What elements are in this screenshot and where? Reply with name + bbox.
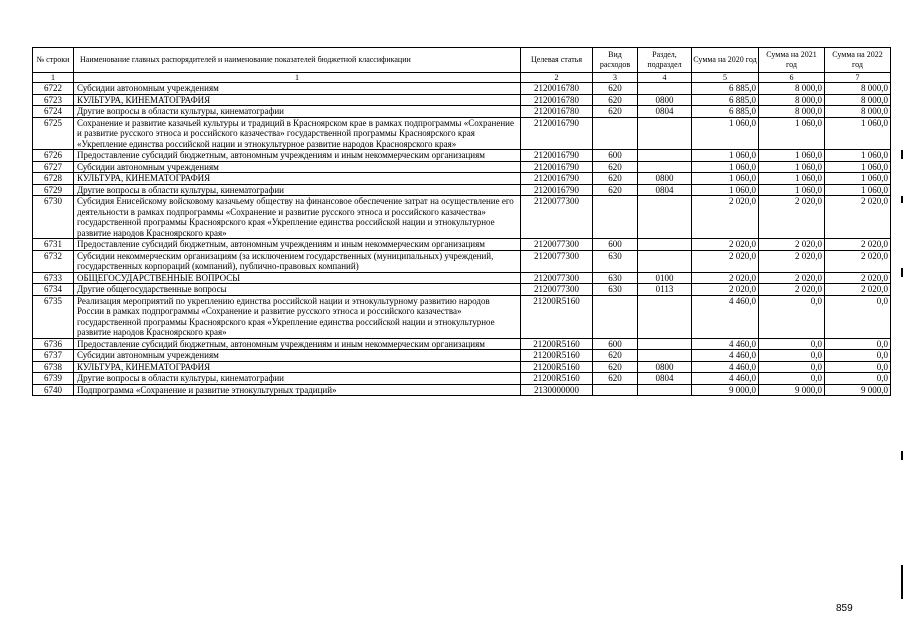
row-target-article: 2120016790: [521, 150, 593, 162]
row-name: КУЛЬТУРА, КИНЕМАТОГРАФИЯ: [74, 361, 521, 373]
header-name: Наименование главных распорядителей и наименование показателей бюджетной классификации: [74, 48, 521, 73]
row-name: Другие вопросы в области культуры, кинематографии: [74, 184, 521, 196]
row-number: 6735: [33, 295, 74, 338]
row-sum-2022: 8 000,0: [825, 106, 891, 118]
row-sum-2022: 0,0: [825, 295, 891, 338]
row-sum-2020: 1 060,0: [692, 173, 759, 185]
scan-edge-mark: [901, 268, 903, 277]
row-expense-type: 620: [593, 361, 638, 373]
row-target-article: 21200R5160: [521, 295, 593, 338]
table-row: [33, 350, 891, 362]
row-sum-2020: 6 885,0: [692, 83, 759, 95]
row-number: 6730: [33, 196, 74, 239]
row-section: [638, 295, 692, 338]
row-number: 6739: [33, 373, 74, 385]
row-number: 6726: [33, 150, 74, 162]
row-sum-2021: 1 060,0: [759, 161, 825, 173]
row-expense-type: [593, 295, 638, 338]
row-sum-2022: 2 020,0: [825, 250, 891, 272]
table-row: [33, 295, 891, 338]
row-sum-2022: 8 000,0: [825, 83, 891, 95]
row-sum-2022: 1 060,0: [825, 184, 891, 196]
row-name: Другие вопросы в области культуры, кинематографии: [74, 373, 521, 385]
table-row: [33, 117, 891, 150]
column-index-row: [33, 73, 891, 83]
table-row: [33, 250, 891, 272]
row-expense-type: 620: [593, 161, 638, 173]
table-row: [33, 284, 891, 296]
column-index: 1: [33, 73, 74, 83]
row-expense-type: 600: [593, 150, 638, 162]
row-expense-type: 620: [593, 106, 638, 118]
row-target-article: 2120077300: [521, 284, 593, 296]
header-target-article: Целевая статья: [521, 48, 593, 73]
row-target-article: 2120016790: [521, 173, 593, 185]
row-section: [638, 239, 692, 251]
row-name: ОБЩЕГОСУДАРСТВЕННЫЕ ВОПРОСЫ: [74, 272, 521, 284]
column-index: 2: [521, 73, 593, 83]
row-sum-2022: 2 020,0: [825, 196, 891, 239]
row-section: 0113: [638, 284, 692, 296]
row-sum-2021: 8 000,0: [759, 83, 825, 95]
row-sum-2022: 0,0: [825, 350, 891, 362]
row-sum-2021: 2 020,0: [759, 272, 825, 284]
table-row: [33, 272, 891, 284]
row-target-article: 2130000000: [521, 384, 593, 396]
table-row: [33, 373, 891, 385]
header-row-number: № строки: [33, 48, 74, 73]
row-sum-2021: 2 020,0: [759, 196, 825, 239]
row-sum-2022: 0,0: [825, 373, 891, 385]
row-expense-type: 620: [593, 373, 638, 385]
row-section: 0800: [638, 173, 692, 185]
row-number: 6740: [33, 384, 74, 396]
row-number: 6733: [33, 272, 74, 284]
row-sum-2020: 2 020,0: [692, 196, 759, 239]
header-section: Раздел, подраздел: [638, 48, 692, 73]
row-section: 0800: [638, 361, 692, 373]
row-target-article: 2120077300: [521, 239, 593, 251]
row-name: Субсидии некоммерческим организациям (за исключением государственных (муниципальных) учреждений, государственных корпораций (компаний), публично-правовых компаний): [74, 250, 521, 272]
table-body: [33, 83, 891, 396]
row-sum-2022: 2 020,0: [825, 284, 891, 296]
row-sum-2021: 2 020,0: [759, 284, 825, 296]
row-expense-type: 620: [593, 184, 638, 196]
table-row: [33, 239, 891, 251]
row-sum-2022: 1 060,0: [825, 161, 891, 173]
row-section: [638, 250, 692, 272]
row-section: 0800: [638, 94, 692, 106]
column-index: 7: [825, 73, 891, 83]
row-expense-type: 620: [593, 350, 638, 362]
row-section: [638, 350, 692, 362]
row-section: [638, 196, 692, 239]
row-target-article: 21200R5160: [521, 350, 593, 362]
row-sum-2020: 2 020,0: [692, 250, 759, 272]
row-sum-2022: 1 060,0: [825, 150, 891, 162]
row-name: Предоставление субсидий бюджетным, автономным учреждениям и иным некоммерческим организациям: [74, 239, 521, 251]
row-sum-2021: 0,0: [759, 350, 825, 362]
table-row: [33, 161, 891, 173]
row-sum-2022: 2 020,0: [825, 239, 891, 251]
row-expense-type: 620: [593, 83, 638, 95]
header-sum-2022: Сумма на 2022 год: [825, 48, 891, 73]
row-name: Субсидии автономным учреждениям: [74, 161, 521, 173]
row-number: 6734: [33, 284, 74, 296]
row-number: 6736: [33, 338, 74, 350]
row-section: 0804: [638, 373, 692, 385]
row-expense-type: 600: [593, 239, 638, 251]
row-expense-type: 630: [593, 284, 638, 296]
row-sum-2021: 0,0: [759, 373, 825, 385]
table-row: [33, 184, 891, 196]
row-number: 6723: [33, 94, 74, 106]
row-target-article: 21200R5160: [521, 361, 593, 373]
table-row: [33, 83, 891, 95]
row-sum-2020: 1 060,0: [692, 161, 759, 173]
row-sum-2020: 2 020,0: [692, 272, 759, 284]
row-number: 6727: [33, 161, 74, 173]
column-index: 3: [593, 73, 638, 83]
row-name: Другие общегосударственные вопросы: [74, 284, 521, 296]
row-sum-2021: 0,0: [759, 295, 825, 338]
table-row: [33, 196, 891, 239]
row-name: Другие вопросы в области культуры, кинематографии: [74, 106, 521, 118]
table-row: [33, 106, 891, 118]
row-expense-type: 620: [593, 173, 638, 185]
row-section: [638, 117, 692, 150]
row-target-article: 2120016780: [521, 106, 593, 118]
row-number: 6722: [33, 83, 74, 95]
row-sum-2020: 2 020,0: [692, 239, 759, 251]
row-sum-2020: 4 460,0: [692, 295, 759, 338]
row-sum-2021: 1 060,0: [759, 184, 825, 196]
row-sum-2020: 4 460,0: [692, 338, 759, 350]
row-target-article: 2120016780: [521, 94, 593, 106]
row-sum-2022: 9 000,0: [825, 384, 891, 396]
row-name: Субсидия Енисейскому войсковому казачьему обществу на финансовое обеспечение затрат на осуществление его деятельности в рамках подпрограммы «Сохранение и развитие русского этноса и российского казачества» государственной программы Красноярского края «Укрепление единства российской нации и этнокультурное развитие народов Красноярского края»: [74, 196, 521, 239]
scan-edge-mark: [901, 565, 903, 599]
row-sum-2021: 1 060,0: [759, 173, 825, 185]
row-name: Субсидии автономным учреждениям: [74, 350, 521, 362]
row-number: 6738: [33, 361, 74, 373]
row-target-article: 21200R5160: [521, 338, 593, 350]
column-index: 1: [74, 73, 521, 83]
row-target-article: 2120077300: [521, 196, 593, 239]
column-index: 6: [759, 73, 825, 83]
row-section: [638, 338, 692, 350]
row-expense-type: [593, 117, 638, 150]
row-name: Сохранение и развитие казачьей культуры и традиций в Красноярском крае в рамках подпрограммы «Сохранение и развитие русского этноса и российского казачества» государственной программы Красноярского края «Укрепление единства российской нации и этнокультурное развитие народов Красноярского края»: [74, 117, 521, 150]
page-number: 859: [836, 603, 853, 614]
row-section: [638, 384, 692, 396]
row-sum-2022: 0,0: [825, 338, 891, 350]
row-sum-2021: 0,0: [759, 361, 825, 373]
column-index: 5: [692, 73, 759, 83]
row-name: Реализация мероприятий по укреплению единства российской нации и этнокультурному развитию народов России в рамках подпрограммы «Сохранение и развитие русского этноса и российского казачества» государственной программы Красноярского края «Укрепление единства российской нации и этнокультурное развитие народов Красноярского края»: [74, 295, 521, 338]
header-sum-2020: Сумма на 2020 год: [692, 48, 759, 73]
scan-edge-mark: [901, 451, 903, 460]
row-expense-type: [593, 384, 638, 396]
row-number: 6732: [33, 250, 74, 272]
table-row: [33, 338, 891, 350]
row-section: 0804: [638, 106, 692, 118]
row-sum-2020: 1 060,0: [692, 117, 759, 150]
row-expense-type: 620: [593, 94, 638, 106]
row-sum-2020: 4 460,0: [692, 373, 759, 385]
row-number: 6737: [33, 350, 74, 362]
row-expense-type: 630: [593, 272, 638, 284]
row-target-article: 2120016790: [521, 161, 593, 173]
row-number: 6724: [33, 106, 74, 118]
row-expense-type: 600: [593, 338, 638, 350]
row-name: КУЛЬТУРА, КИНЕМАТОГРАФИЯ: [74, 94, 521, 106]
header-row: [33, 48, 891, 73]
row-sum-2021: 8 000,0: [759, 106, 825, 118]
row-name: Субсидии автономным учреждениям: [74, 83, 521, 95]
row-sum-2021: 9 000,0: [759, 384, 825, 396]
table-row: [33, 150, 891, 162]
row-name: Подпрограмма «Сохранение и развитие этнокультурных традиций»: [74, 384, 521, 396]
header-expense-type: Вид расходов: [593, 48, 638, 73]
row-section: 0100: [638, 272, 692, 284]
row-sum-2021: 2 020,0: [759, 239, 825, 251]
row-expense-type: [593, 196, 638, 239]
column-index: 4: [638, 73, 692, 83]
header-sum-2021: Сумма на 2021 год: [759, 48, 825, 73]
row-sum-2020: 6 885,0: [692, 94, 759, 106]
row-sum-2020: 4 460,0: [692, 350, 759, 362]
scan-edge-mark: [901, 150, 903, 159]
row-name: КУЛЬТУРА, КИНЕМАТОГРАФИЯ: [74, 173, 521, 185]
row-target-article: 2120077300: [521, 272, 593, 284]
row-sum-2022: 1 060,0: [825, 117, 891, 150]
row-target-article: 2120077300: [521, 250, 593, 272]
row-sum-2022: 0,0: [825, 361, 891, 373]
row-section: [638, 83, 692, 95]
scan-edge-mark: [901, 196, 903, 203]
row-sum-2022: 1 060,0: [825, 173, 891, 185]
table-row: [33, 94, 891, 106]
row-sum-2021: 0,0: [759, 338, 825, 350]
row-sum-2022: 2 020,0: [825, 272, 891, 284]
row-sum-2020: 2 020,0: [692, 284, 759, 296]
row-section: [638, 161, 692, 173]
row-sum-2021: 2 020,0: [759, 250, 825, 272]
row-sum-2020: 9 000,0: [692, 384, 759, 396]
row-sum-2020: 1 060,0: [692, 184, 759, 196]
row-section: [638, 150, 692, 162]
row-sum-2021: 8 000,0: [759, 94, 825, 106]
row-sum-2021: 1 060,0: [759, 117, 825, 150]
table-row: [33, 361, 891, 373]
row-target-article: 2120016790: [521, 117, 593, 150]
row-target-article: 21200R5160: [521, 373, 593, 385]
row-target-article: 2120016790: [521, 184, 593, 196]
table-row: [33, 173, 891, 185]
row-expense-type: 630: [593, 250, 638, 272]
row-target-article: 2120016780: [521, 83, 593, 95]
row-name: Предоставление субсидий бюджетным, автономным учреждениям и иным некоммерческим организациям: [74, 338, 521, 350]
row-name: Предоставление субсидий бюджетным, автономным учреждениям и иным некоммерческим организациям: [74, 150, 521, 162]
budget-table: [32, 47, 891, 396]
row-section: 0804: [638, 184, 692, 196]
row-sum-2021: 1 060,0: [759, 150, 825, 162]
table-row: [33, 384, 891, 396]
row-sum-2020: 6 885,0: [692, 106, 759, 118]
row-sum-2022: 8 000,0: [825, 94, 891, 106]
row-number: 6731: [33, 239, 74, 251]
row-number: 6728: [33, 173, 74, 185]
row-sum-2020: 4 460,0: [692, 361, 759, 373]
row-sum-2020: 1 060,0: [692, 150, 759, 162]
row-number: 6725: [33, 117, 74, 150]
row-number: 6729: [33, 184, 74, 196]
